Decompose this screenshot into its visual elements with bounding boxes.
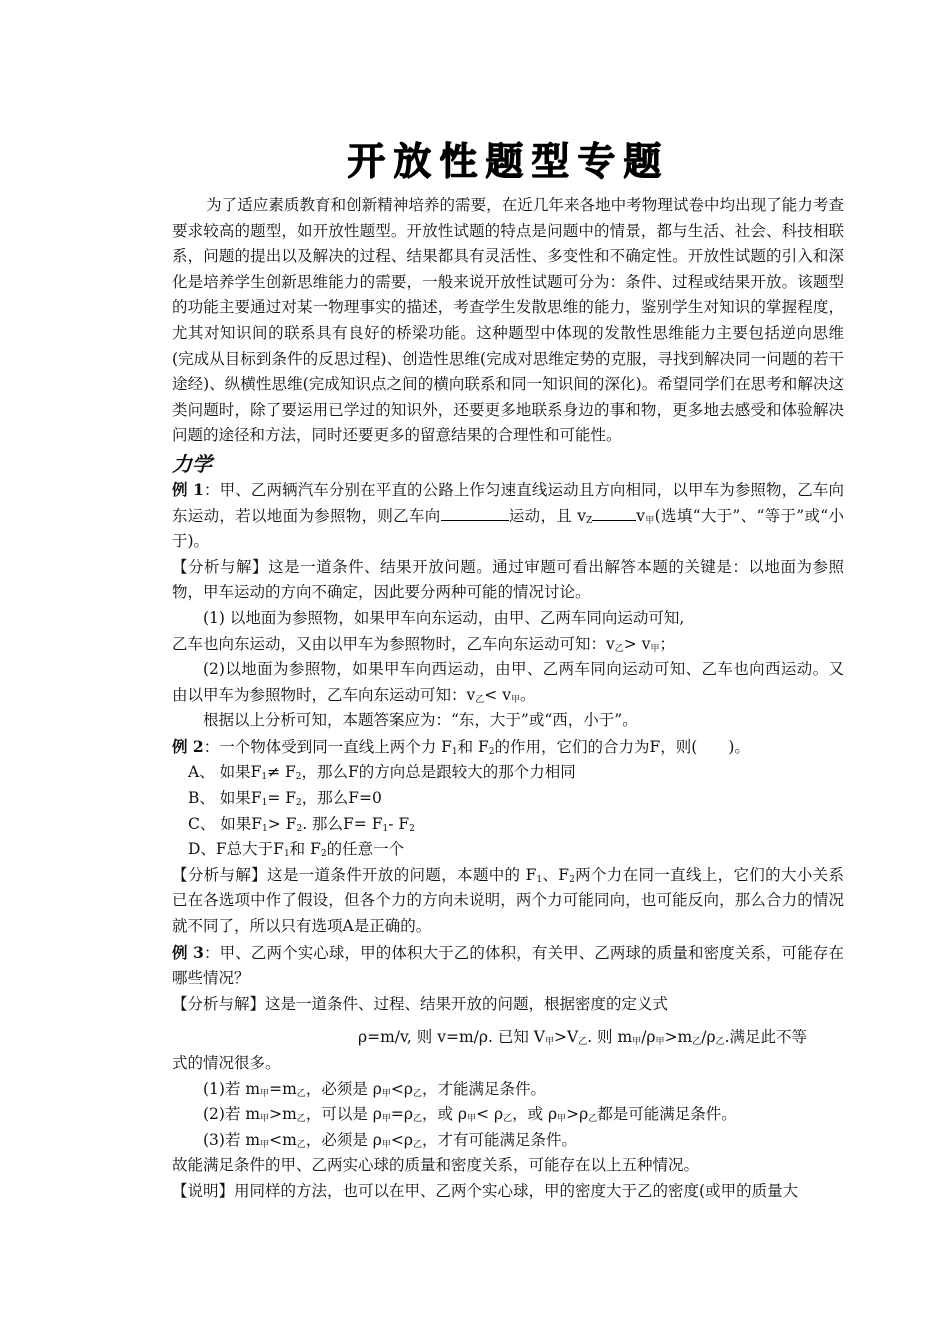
example-3-label: 例 3 bbox=[172, 942, 204, 962]
example-3-note: 【说明】用同样的方法，也可以在甲、乙两个实心球，甲的密度大于乙的密度(或甲的质量大 bbox=[172, 1181, 799, 1200]
section-heading-mechanics: 力学 bbox=[172, 451, 212, 476]
example-3-case-1: (1)若 $m_甲=m_乙$，必须是 $\rho_甲<\rho_乙$，才能满足条件。 bbox=[203, 1079, 547, 1099]
analysis-label: 【分析与解】 bbox=[172, 865, 268, 884]
example-3-case-3: (3)若 $m_甲<m_乙$，必须是 $\rho_甲<\rho_乙$，才有可能满足条件。 bbox=[203, 1130, 578, 1150]
example-3-summary: 故能满足条件的甲、乙两实心球的质量和密度关系，可能存在以上五种情况。 bbox=[172, 1156, 700, 1175]
example-2-analysis: 【分析与解】这是一道条件开放的问题，本题中的 $F_1$、$F_2$两个力在同一直线上，它们的大小关系已在各选项中作了假设，但各个力的方向未说明，两个力可能同向，也可能反向，那么合力的情况就不同了，所以只有选项A是正确的。 bbox=[172, 865, 844, 936]
note-label: 【说明】 bbox=[172, 1181, 235, 1200]
option-a: A、 如果$F_1\ne F_2$，那么F的方向总是跟较大的那个力相同 bbox=[188, 763, 576, 783]
page-title: 开放性题型专题 bbox=[346, 138, 669, 183]
example-2-question: 例 2：一个物体受到同一直线上两个力 $F_1$和 $F_2$的作用，它们的合力为F，则( )。 bbox=[172, 736, 750, 757]
density-formula-tail: 式的情况很多。 bbox=[172, 1054, 281, 1072]
example-3-analysis: 【分析与解】这是一道条件、过程、结果开放的问题，根据密度的定义式 bbox=[172, 994, 669, 1013]
example-1-answer: 根据以上分析可知，本题答案应为：“东，大于”或“西，小于”。 bbox=[203, 711, 638, 730]
document-page bbox=[172, 120, 844, 1205]
example-1-label: 例 1 bbox=[172, 479, 204, 499]
answer-blank bbox=[592, 506, 636, 521]
example-3-case-2: (2)若 $m_甲>m_乙$，可以是 $\rho_甲=\rho_乙$，或 $\rho_甲< \rho_乙$，或 $\rho_甲>\rho_乙$都是可能满足条件。 bbox=[203, 1105, 737, 1125]
example-1-analysis: 【分析与解】这是一道条件、结果开放问题。通过审题可看出解答本题的关键是：以地面为参照物，甲车运动的方向不确定，因此要分两种可能的情况讨论。 bbox=[172, 557, 844, 602]
example-1-question: 例 1：甲、乙两辆汽车分别在平直的公路上作匀速直线运动且方向相同，以甲车为参照物，乙车向东运动，若以地面为参照物，则乙车向 运动，且 $v_Z$ $v_甲$(选填“大于”、“等于”或“小于)。 bbox=[172, 479, 844, 551]
analysis-label: 【分析与解】 bbox=[172, 994, 266, 1013]
example-3-question: 例 3：甲、乙两个实心球，甲的体积大于乙的体积，有关甲、乙两球的质量和密度关系，可能存在哪些情况？ bbox=[172, 942, 844, 988]
example-1-case-1-line-1: (1) 以地面为参照物，如果甲车向东运动，由甲、乙两车同向运动可知, bbox=[203, 608, 685, 627]
option-c: C、 如果$F_1> F_2$. 那么$F= F_1-$ $F_2$ bbox=[188, 814, 415, 834]
intro-paragraph: 为了适应素质教育和创新精神培养的需要，在近几年来各地中考物理试卷中均出现了能力考查要求较高的题型，如开放性题型。开放性试题的特点是问题中的情景，都与生活、社会、科技相联系，问题的提出以及解决的过程、结果都具有灵活性、多变性和不确定性。开放性试题的引入和深化是培养学生创新思维能力的需要，一般来说开放性试题可分为：条件、过程或结果开放。该题型的功能主要通过对某一物理事实的描述，考查学生发散思维的能力，鉴别学生对知识的掌握程度，尤其对知识间的联系具有良好的桥梁功能。这种题型中体现的发散性思维能力主要包括逆向思维(完成从目标到条件的反思过程)、创造性思维(完成对思维定势的克服，寻找到解决同一问题的若干途经)、纵横性思维(完成知识点之间的横向联系和同一知识间的深化)。希望同学们在思考和解决这类问题时，除了要运用已学过的知识外，还要更多地联系身边的事和物，更多地去感受和体验解决问题的途径和方法，同时还要更多的留意结果的合理性和可能性。 bbox=[172, 196, 844, 445]
analysis-label: 【分析与解】 bbox=[172, 557, 269, 576]
density-formula: ρ=m/v, 则 v=m/ρ. 已知 $V_甲>V_乙$. 则 $m_甲/\rho_甲>m_乙/\rho_乙$.满足此不等 bbox=[358, 1028, 808, 1048]
option-b: B、 如果$F_1= F_2$，那么F=0 bbox=[188, 789, 382, 809]
example-1-case-1-line-2: 乙车也向东运动，又由以甲车为参照物时，乙车向东运动可知：$v_乙> v_甲$； bbox=[172, 634, 675, 654]
example-2-label: 例 2 bbox=[172, 736, 204, 756]
option-d: D、F总大于$F_1$和 $F_2$的任意一个 bbox=[188, 840, 405, 860]
answer-blank bbox=[441, 506, 509, 521]
example-1-case-2: (2)以地面为参照物，如果甲车向西运动，由甲、乙两车同向运动可知、乙车也向西运动。又由以甲车为参照物时，乙车向东运动可知：$v_乙< v_甲$。 bbox=[172, 660, 844, 705]
